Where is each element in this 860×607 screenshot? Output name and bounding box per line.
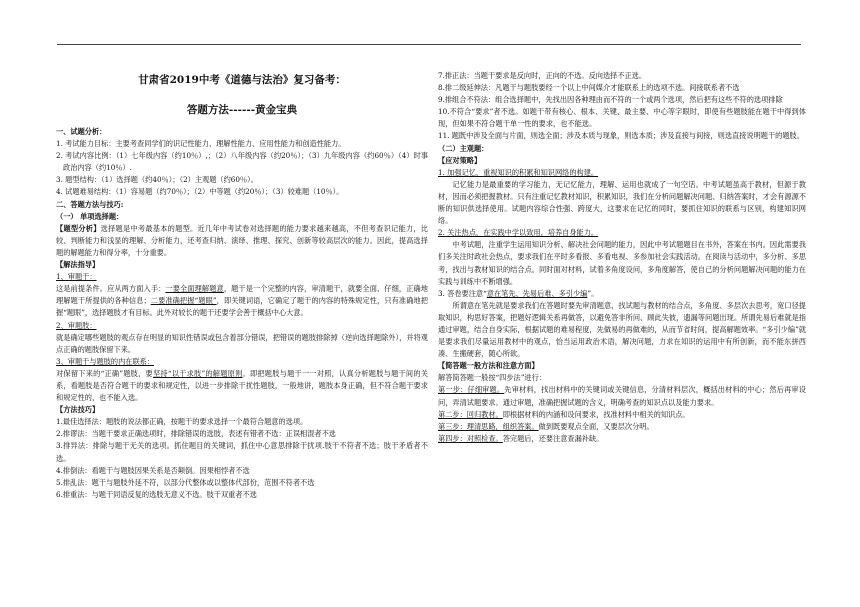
- section-heading: 二、答题方法与技巧:: [56, 199, 124, 209]
- paragraph-text: 选择题是中考最基本的题型。近几年中考试卷对选择题的能力要求越来越高，不但考查识记能力，比较、判断能力和浅显的理解、分析能力，还考查归纳、演绎、推理、探究、创新等较高层次的能力。因此，提高选择题的解题能力和得分率，十分重要。: [56, 223, 428, 257]
- strategy-heading: 2. 关注热点，在实践中学以致用，培养自身能力。: [438, 228, 599, 238]
- paragraph-text: ，即关键词语，它确定了题干的内容的特殊规定性，只有准确地把握“题眼”，选择题肢才有目标。此外对较长的题干还要学会善于概括中心大意。: [56, 296, 428, 318]
- underlined-text: 意在笔先、先易后难、多引少编: [486, 288, 588, 298]
- paragraph-text: 。即把题肢与题干一一对照，认真分析题肢与题干间的关系，看题肢是否符合题干的要求和规定性，以进一步排除干扰性题肢，一般地讲，题肢本身正确，但不符合题干要求和规定性的，也不能入选。: [56, 368, 428, 403]
- guide-heading: 3、审题干与题肢的内在联系：: [56, 356, 155, 366]
- heading-text: 3. 答卷要注意“: [438, 288, 487, 298]
- paragraph: [56, 283, 428, 319]
- paragraph: [56, 368, 428, 404]
- step-text: 做到既要观点全面，又要层次分明。: [538, 421, 654, 431]
- list-item: 1.最佳选择法：题肢的说法都正确，按题干的要求选择一个最符合题意的选项。: [56, 417, 308, 427]
- paragraph-text: 对保留下来的“正确”题肢，要: [56, 368, 153, 378]
- step-label: 第一步：仔细审题。: [438, 385, 505, 395]
- list-item: 6.排重法：与题干同语反复的选肢无意义不选。肢干双重者不选: [56, 489, 257, 499]
- tag-label: 【简答题一般方法和注意方面】: [438, 361, 539, 371]
- list-item: 8.排二级延伸法：凡题干与题肢要经一个以上中间媒介才能联系上的选项不选。间接联系者不选: [438, 83, 740, 93]
- paragraph-text: ，题干是一个完整的内容，审清题干，就要全面、仔细，正确地理解题干所提供的各种信息；: [56, 284, 428, 306]
- heading-text: ”。: [587, 288, 599, 298]
- list-item: 11. 题既中涉及全面与片面，则选全面；涉及本质与现象，则选本质；涉及直接与间接，则选直接说明题干的题肢。: [438, 131, 804, 141]
- paragraph: 3. 题型结构：（1）选择题（约40％）；（2）主观题（约60％）。: [56, 175, 258, 185]
- tag-label: 【题型分析】: [56, 223, 101, 233]
- document-title: 甘肃省2019中考《道德与法治》复习备考：: [138, 74, 346, 86]
- list-item: 10.不符合“要求”者不选。如题干带有核心、根本、关键、最主要、中心等字眼时，即使有些题肢能在题干中得到体现，但如果不符合题干单一性的要求，也不能选。: [438, 107, 806, 129]
- section-heading: 一、试题分析：: [56, 127, 107, 136]
- step-label: 第二步：回归教材。: [438, 409, 503, 419]
- step-text: 答完题后，还要注意查漏补缺。: [502, 433, 604, 443]
- step-item: [438, 433, 806, 445]
- list-item: 3.排异法：排除与题干无关的选项。抓住题目的关键词，抓住中心意思排除干扰项.肢干不符者不选；肢干矛盾者不选。: [56, 441, 428, 463]
- underlined-text: 二要准确把握“题眼”: [150, 296, 217, 306]
- guide-heading: 1、审题干：: [56, 272, 97, 282]
- step-label: 第三步：理清思路，组织答案。: [438, 421, 539, 431]
- paragraph: 记忆能力是最重要的学习能力，无记忆能力，理解、运用也就成了一句空话。中考试题虽高于教材，但源于教材，因而必须把握教材。只有注重记忆教材知识，积累知识，我们在分析问题解决问题、归纳答案时，才会有源源不断的知识供选择使用。试题内容综合性强、跨度大，这要求在记忆的同时，要抓住知识的联系与区别，构建知识网络。: [438, 179, 806, 226]
- tag-label: 【应对策略】: [438, 155, 482, 165]
- step-item: [438, 409, 806, 421]
- tag-label: 【方法技巧】: [56, 405, 100, 415]
- guide-heading: 2、审题肢：: [56, 320, 97, 330]
- paragraph: 1. 考试能力目标：主要考查同学们的识记性能力、理解性能力、应用性能力和创造性能力。: [56, 139, 346, 149]
- paragraph: 所谓意在笔先就是要求我们在答题时要先审清题意，找试题与教材的结合点，多角度、多层次去思考，宽口径提取知识，构思好答案，把题好逻辑关系再做答，以避免答非所问、顾此失彼，遗漏等问题出现。所谓先易后难就是指通过审题，结合自身实际，根据试题的难易程度，先做易的再做难的，从而节省时间，提高解题效率。“多引少编”就是要求我们尽量运用教材中的观点，恰当运用政治术语，解决问题，力求在知识的运用中有所创新，而不能东拼西凑、生搬硬套，随心所欲。: [438, 300, 806, 359]
- subsection-heading: （一） 单项选择题：: [56, 211, 124, 221]
- right-column: [438, 70, 806, 445]
- paragraph: 解答简答题一般按“四步法”进行：: [438, 373, 546, 383]
- list-item: 4.排倒法：看题干与题肢因果关系是否颠倒。因果相悖者不选: [56, 465, 250, 475]
- paragraph: 4. 试题难易结构：（1）容易题（约70％）；（2）中等题（约20％）；（3）较难题（10％）。: [56, 187, 344, 197]
- paragraph: [56, 223, 428, 259]
- step-item: [438, 384, 806, 408]
- underlined-text: 坚持“以干求肢”的解题原则: [152, 368, 243, 378]
- step-text: 先审材料，找出材料中的关键词或关键信息，分清材料层次，概括出材料的中心；然后再审设问，弄清试题要求。通过审题，准确把握试题的含义，明确考查的知识点以及能力要求。: [438, 385, 806, 407]
- step-item: [438, 421, 806, 433]
- tag-label: 【解法指导】: [56, 260, 100, 270]
- list-item: 9.排组合不符法：组合选择题中，先找出因各种理由而不符的一个或两个选项，然后把有这些不符的选项排除: [438, 95, 783, 105]
- strategy-heading: [438, 288, 806, 300]
- step-text: 即根据材料的内涵和设问要求，找准材料中相关的知识点。: [502, 409, 690, 419]
- left-column: [56, 126, 428, 501]
- paragraph: 中考试题，注重学生运用知识分析、解决社会问题的能力，因此中考试题题目在书外，答案在书内。因此需要我们多关注时政社会热点，要求我们在平时多看报、多看电视、多参加社会实践活动。在阅读与活动中，多分析、多思考，找出与教材知识的结合点。同时面对材料，试着多角度设问，多角度解答，使自己的分析问题解决问题的能力在实践与训练中不断增强。: [438, 240, 806, 286]
- subsection-heading: （二）主观题：: [438, 143, 489, 153]
- underlined-text: 一要全面理解题意: [165, 284, 224, 294]
- list-item: 2.排谬法：当题干要求正确选项时，排除错误的选肢，表述有错者不选：正误相混者不选: [56, 429, 336, 439]
- paragraph: 就是确定哪些题肢的观点存在明显的知识性错误或包含着部分错误，把错误的题肢排除掉（逆向选择题除外），并将观点正确的题肢保留下来。: [56, 332, 428, 354]
- step-label: 第四步：对照检查。: [438, 433, 503, 443]
- list-item: 5.排乱法：题干与题肢外延不符，以部分代整体或以整体代部份，范围不符者不选: [56, 477, 315, 487]
- list-item: 7.排正法：当题干要求是反向时，正向的不选。反向选择不正选。: [438, 71, 647, 80]
- document-subtitle: 答题方法------黄金宝典: [186, 104, 298, 116]
- strategy-heading: 1. 加强记忆，重视知识的积累和知识网络的构建。: [438, 167, 599, 177]
- paragraph-text: 这是前提条件。应从两方面入手：: [56, 284, 166, 294]
- paragraph: 2. 考试内容比例：（1）七年级内容（约10％）,；（2）八年级内容（约20％）；（3）九年级内容（约60％）（4）时事政治内容（约10％）.: [56, 151, 428, 173]
- header-rule: [57, 44, 801, 45]
